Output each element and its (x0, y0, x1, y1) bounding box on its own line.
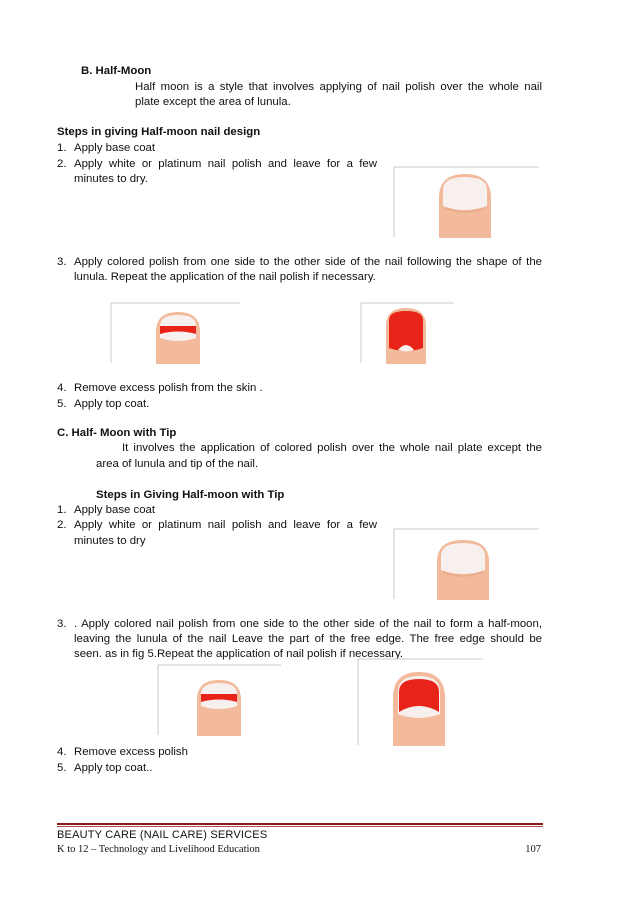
section-b-heading: B. Half-Moon (81, 65, 152, 77)
page-number: 107 (525, 844, 541, 855)
step-text: Apply base coat (74, 142, 156, 154)
section-c-description-line2: area of lunula and tip of the nail. (96, 458, 259, 470)
step-text: Apply top coat.. (74, 762, 153, 774)
figure-half-moon-partial (110, 302, 242, 364)
step-number: 3. (57, 618, 67, 630)
section-c-description-line1: It involves the application of colored polish over the whole nail plate except the (122, 442, 542, 454)
step-text: Apply white or platinum nail polish and leave for a few (74, 158, 377, 170)
figure-half-moon-tip-partial (157, 664, 283, 736)
step-number: 5. (57, 398, 67, 410)
step-text: Remove excess polish (74, 746, 188, 758)
figure-white-nail (393, 166, 541, 238)
footer-rule (57, 826, 543, 827)
figure-white-nail (393, 528, 541, 600)
step-text: Apply top coat. (74, 398, 150, 410)
step-number: 2. (57, 519, 67, 531)
section-b-steps-heading: Steps in giving Half-moon nail design (57, 126, 261, 138)
step-text-continued: lunula. Repeat the application of the nail polish if necessary. (74, 271, 376, 283)
section-c-steps-heading: Steps in Giving Half-moon with Tip (96, 489, 285, 501)
step-number: 4. (57, 382, 67, 394)
step-number: 1. (57, 504, 67, 516)
step-number: 5. (57, 762, 67, 774)
step-text: Apply colored polish from one side to the other side of the nail following the shape of the (74, 256, 542, 268)
footer-rule (57, 823, 543, 825)
section-b-description-line1: Half moon is a style that involves applying of nail polish over the whole nail (135, 81, 542, 93)
step-text-continued: minutes to dry. (74, 173, 148, 185)
footer-title: BEAUTY CARE (NAIL CARE) SERVICES (57, 829, 268, 841)
step-text-continued: leaving the lunula of the nail Leave the part of the free edge. The free edge should be (74, 633, 542, 645)
step-number: 1. (57, 142, 67, 154)
step-text: . Apply colored nail polish from one side to the other side of the nail to form a half-moon, (74, 618, 542, 630)
step-text-continued: seen. as in fig 5.Repeat the application of nail polish if necessary. (74, 648, 404, 660)
section-c-heading: C. Half- Moon with Tip (57, 427, 177, 439)
step-number: 4. (57, 746, 67, 758)
step-text-continued: minutes to dry (74, 535, 146, 547)
section-b-description-line2: plate except the area of lunula. (135, 96, 291, 108)
step-text: Apply base coat (74, 504, 156, 516)
figure-half-moon-tip-complete (357, 658, 485, 746)
step-text: Remove excess polish from the skin . (74, 382, 263, 394)
step-text: Apply white or platinum nail polish and leave for a few (74, 519, 377, 531)
figure-half-moon-complete (360, 302, 456, 364)
footer-subtitle: K to 12 – Technology and Livelihood Education (57, 844, 260, 855)
step-number: 3. (57, 256, 67, 268)
step-number: 2. (57, 158, 67, 170)
